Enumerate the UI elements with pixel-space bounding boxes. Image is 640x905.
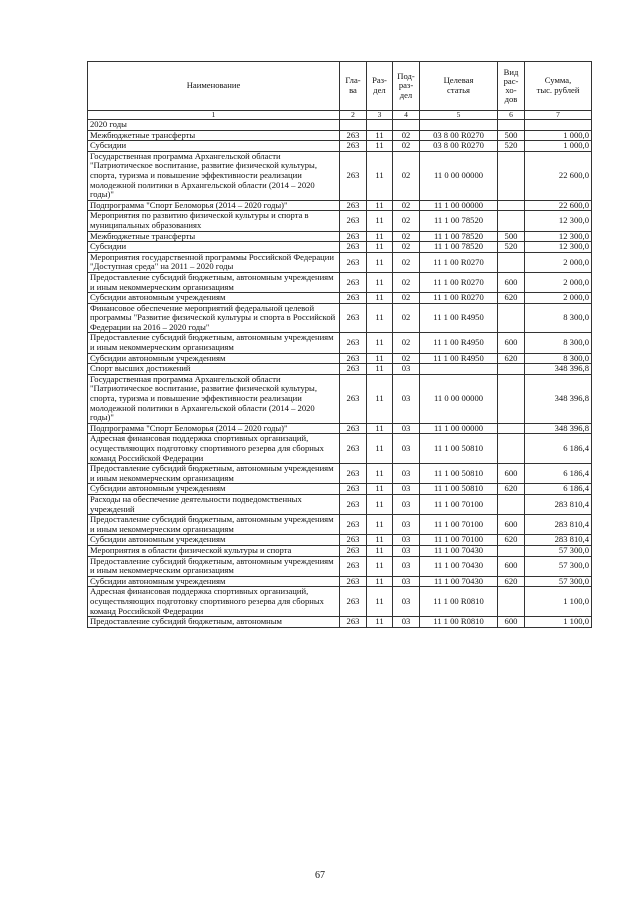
table-row xyxy=(88,434,592,464)
row-razdel: 11 xyxy=(367,587,393,617)
row-glava: 263 xyxy=(340,130,367,141)
row-glava: 263 xyxy=(340,141,367,152)
row-glava: 263 xyxy=(340,293,367,304)
row-statya: 11 1 00 R4950 xyxy=(420,303,498,333)
row-vid: 600 xyxy=(498,464,525,484)
row-podrazdel: 03 xyxy=(393,535,420,546)
row-vid: 600 xyxy=(498,333,525,353)
row-statya: 11 1 00 70100 xyxy=(420,535,498,546)
row-statya: 11 1 00 00000 xyxy=(420,200,498,211)
row-podrazdel: 02 xyxy=(393,151,420,200)
row-name: Спорт высших достижений xyxy=(88,364,340,375)
row-razdel: 11 xyxy=(367,293,393,304)
row-statya: 11 1 00 70430 xyxy=(420,576,498,587)
row-summa: 6 186,4 xyxy=(525,484,592,495)
table-row xyxy=(88,151,592,200)
row-vid: 600 xyxy=(498,556,525,576)
header-glava: Гла- ва xyxy=(340,62,367,111)
header-podrazdel: Под- раз- дел xyxy=(393,62,420,111)
col-number: 5 xyxy=(420,111,498,120)
row-summa: 8 300,0 xyxy=(525,353,592,364)
row-summa: 8 300,0 xyxy=(525,303,592,333)
row-podrazdel: 03 xyxy=(393,617,420,628)
row-razdel: 11 xyxy=(367,130,393,141)
budget-table xyxy=(87,61,592,628)
row-podrazdel: 02 xyxy=(393,141,420,152)
row-razdel: 11 xyxy=(367,576,393,587)
row-razdel: 11 xyxy=(367,364,393,375)
table-row xyxy=(88,484,592,495)
row-statya: 11 1 00 R4950 xyxy=(420,353,498,364)
row-summa: 283 810,4 xyxy=(525,494,592,514)
row-name: Межбюджетные трансферты xyxy=(88,231,340,242)
table-row xyxy=(88,423,592,434)
row-name: Субсидии xyxy=(88,141,340,152)
row-glava: 263 xyxy=(340,211,367,231)
row-statya: 11 0 00 00000 xyxy=(420,374,498,423)
table-row xyxy=(88,374,592,423)
row-glava: 263 xyxy=(340,303,367,333)
header-statya: Целевая статья xyxy=(420,62,498,111)
row-podrazdel: 03 xyxy=(393,364,420,375)
row-vid: 600 xyxy=(498,515,525,535)
row-glava: 263 xyxy=(340,272,367,292)
row-razdel: 11 xyxy=(367,333,393,353)
col-number: 1 xyxy=(88,111,340,120)
row-summa: 8 300,0 xyxy=(525,333,592,353)
row-vid xyxy=(498,494,525,514)
row-summa: 2 000,0 xyxy=(525,293,592,304)
row-podrazdel: 02 xyxy=(393,211,420,231)
row-statya: 11 1 00 R0270 xyxy=(420,293,498,304)
row-summa: 22 600,0 xyxy=(525,151,592,200)
row-name: Межбюджетные трансферты xyxy=(88,130,340,141)
row-glava: 263 xyxy=(340,556,367,576)
row-statya: 11 1 00 70430 xyxy=(420,556,498,576)
table-row xyxy=(88,364,592,375)
row-razdel: 11 xyxy=(367,464,393,484)
row-podrazdel: 02 xyxy=(393,333,420,353)
row-name: Предоставление субсидий бюджетным, автономным учреждениям и иным некоммерческим организациям xyxy=(88,515,340,535)
row-name: Мероприятия по развитию физической культуры и спорта в муниципальных образованиях xyxy=(88,211,340,231)
row-statya: 11 1 00 50810 xyxy=(420,434,498,464)
row-razdel: 11 xyxy=(367,211,393,231)
row-name: Субсидии автономным учреждениям xyxy=(88,293,340,304)
row-statya: 11 0 00 00000 xyxy=(420,151,498,200)
row-vid xyxy=(498,364,525,375)
table-row xyxy=(88,353,592,364)
row-vid xyxy=(498,374,525,423)
row-name: Адресная финансовая поддержка спортивных организаций, осуществляющих подготовку спортивного резерва для сборных команд Российской Федерации xyxy=(88,587,340,617)
row-summa: 1 100,0 xyxy=(525,587,592,617)
row-vid xyxy=(498,211,525,231)
col-number: 6 xyxy=(498,111,525,120)
row-razdel: 11 xyxy=(367,484,393,495)
table-body xyxy=(88,120,592,628)
row-vid: 620 xyxy=(498,293,525,304)
row-summa: 22 600,0 xyxy=(525,200,592,211)
row-summa: 12 300,0 xyxy=(525,231,592,242)
row-summa: 1 000,0 xyxy=(525,130,592,141)
row-glava: 263 xyxy=(340,545,367,556)
row-vid xyxy=(498,151,525,200)
row-summa: 348 396,8 xyxy=(525,364,592,375)
row-glava: 263 xyxy=(340,200,367,211)
row-podrazdel: 03 xyxy=(393,374,420,423)
row-name: Субсидии автономным учреждениям xyxy=(88,576,340,587)
row-podrazdel: 02 xyxy=(393,353,420,364)
row-statya: 11 1 00 78520 xyxy=(420,231,498,242)
row-glava: 263 xyxy=(340,252,367,272)
row-vid: 620 xyxy=(498,535,525,546)
row-summa: 6 186,4 xyxy=(525,464,592,484)
table-row xyxy=(88,617,592,628)
row-vid xyxy=(498,252,525,272)
row-glava: 263 xyxy=(340,242,367,253)
header-summa: Сумма, тыс. рублей xyxy=(525,62,592,111)
year-label: 2020 годы xyxy=(88,120,340,131)
row-statya: 11 1 00 50810 xyxy=(420,464,498,484)
row-razdel: 11 xyxy=(367,231,393,242)
row-statya: 11 1 00 78520 xyxy=(420,211,498,231)
row-vid: 620 xyxy=(498,353,525,364)
row-summa: 1 100,0 xyxy=(525,617,592,628)
row-razdel: 11 xyxy=(367,545,393,556)
row-statya: 03 8 00 R0270 xyxy=(420,130,498,141)
row-podrazdel: 03 xyxy=(393,464,420,484)
row-vid: 600 xyxy=(498,272,525,292)
row-podrazdel: 02 xyxy=(393,231,420,242)
row-statya: 11 1 00 50810 xyxy=(420,484,498,495)
row-name: Субсидии xyxy=(88,242,340,253)
table-row xyxy=(88,545,592,556)
row-glava: 263 xyxy=(340,535,367,546)
row-name: Предоставление субсидий бюджетным, автономным учреждениям и иным некоммерческим организациям xyxy=(88,333,340,353)
row-glava: 263 xyxy=(340,515,367,535)
header-name: Наименование xyxy=(88,62,340,111)
row-razdel: 11 xyxy=(367,272,393,292)
row-summa: 6 186,4 xyxy=(525,434,592,464)
table-row xyxy=(88,464,592,484)
row-razdel: 11 xyxy=(367,374,393,423)
row-glava: 263 xyxy=(340,587,367,617)
row-name: Предоставление субсидий бюджетным, автономным учреждениям и иным некоммерческим организациям xyxy=(88,464,340,484)
row-razdel: 11 xyxy=(367,617,393,628)
table-row xyxy=(88,293,592,304)
row-podrazdel: 02 xyxy=(393,200,420,211)
row-statya: 11 1 00 R0810 xyxy=(420,617,498,628)
row-podrazdel: 03 xyxy=(393,545,420,556)
row-razdel: 11 xyxy=(367,556,393,576)
row-statya: 11 1 00 70100 xyxy=(420,515,498,535)
row-razdel: 11 xyxy=(367,252,393,272)
row-name: Расходы на обеспечение деятельности подведомственных учреждений xyxy=(88,494,340,514)
row-statya: 11 1 00 78520 xyxy=(420,242,498,253)
row-name: Мероприятия в области физической культуры и спорта xyxy=(88,545,340,556)
row-summa: 12 300,0 xyxy=(525,242,592,253)
row-summa: 348 396,8 xyxy=(525,374,592,423)
table-row xyxy=(88,211,592,231)
row-statya xyxy=(420,364,498,375)
row-podrazdel: 02 xyxy=(393,242,420,253)
row-name: Субсидии автономным учреждениям xyxy=(88,535,340,546)
row-statya: 11 1 00 70100 xyxy=(420,494,498,514)
row-glava: 263 xyxy=(340,617,367,628)
row-statya: 11 1 00 70430 xyxy=(420,545,498,556)
row-vid: 600 xyxy=(498,617,525,628)
row-razdel: 11 xyxy=(367,303,393,333)
row-name: Государственная программа Архангельской области "Патриотическое воспитание, развитие физической культуры, спорта, туризма и повышение эффективности реализации молодежной политики в Архангельской области (2014 – 2020 годы)" xyxy=(88,374,340,423)
row-name: Субсидии автономным учреждениям xyxy=(88,353,340,364)
row-razdel: 11 xyxy=(367,242,393,253)
table-row xyxy=(88,130,592,141)
row-summa: 57 300,0 xyxy=(525,545,592,556)
row-podrazdel: 03 xyxy=(393,587,420,617)
row-podrazdel: 03 xyxy=(393,556,420,576)
table-row xyxy=(88,252,592,272)
row-summa: 12 300,0 xyxy=(525,211,592,231)
row-summa: 348 396,8 xyxy=(525,423,592,434)
row-glava: 263 xyxy=(340,333,367,353)
column-number-row xyxy=(88,111,592,120)
row-statya: 11 1 00 R0810 xyxy=(420,587,498,617)
row-statya: 11 1 00 00000 xyxy=(420,423,498,434)
table-row xyxy=(88,272,592,292)
row-glava: 263 xyxy=(340,484,367,495)
page-number: 67 xyxy=(315,870,325,881)
row-vid: 520 xyxy=(498,242,525,253)
row-statya: 03 8 00 R0270 xyxy=(420,141,498,152)
row-glava: 263 xyxy=(340,464,367,484)
row-vid xyxy=(498,434,525,464)
col-number: 4 xyxy=(393,111,420,120)
table-row xyxy=(88,333,592,353)
row-summa: 2 000,0 xyxy=(525,252,592,272)
row-razdel: 11 xyxy=(367,353,393,364)
row-name: Мероприятия государственной программы Российской Федерации "Доступная среда" на 2011 – 2020 годы xyxy=(88,252,340,272)
row-vid xyxy=(498,587,525,617)
col-number: 3 xyxy=(367,111,393,120)
row-glava: 263 xyxy=(340,374,367,423)
row-podrazdel: 03 xyxy=(393,576,420,587)
row-statya: 11 1 00 R0270 xyxy=(420,252,498,272)
header-razdel: Раз- дел xyxy=(367,62,393,111)
table-row xyxy=(88,303,592,333)
table-row xyxy=(88,556,592,576)
row-name: Предоставление субсидий бюджетным, автономным учреждениям и иным некоммерческим организациям xyxy=(88,272,340,292)
row-podrazdel: 03 xyxy=(393,423,420,434)
row-glava: 263 xyxy=(340,434,367,464)
row-vid xyxy=(498,423,525,434)
row-podrazdel: 03 xyxy=(393,484,420,495)
row-razdel: 11 xyxy=(367,434,393,464)
table-row xyxy=(88,515,592,535)
row-glava: 263 xyxy=(340,576,367,587)
row-podrazdel: 02 xyxy=(393,272,420,292)
row-razdel: 11 xyxy=(367,141,393,152)
row-glava: 263 xyxy=(340,423,367,434)
row-name: Адресная финансовая поддержка спортивных организаций, осуществляющих подготовку спортивного резерва для сборных команд Российской Федерации xyxy=(88,434,340,464)
table-row xyxy=(88,494,592,514)
row-vid xyxy=(498,545,525,556)
header-vid: Вид рас- хо- дов xyxy=(498,62,525,111)
row-podrazdel: 03 xyxy=(393,494,420,514)
row-glava: 263 xyxy=(340,231,367,242)
row-podrazdel: 02 xyxy=(393,293,420,304)
row-name: Предоставление субсидий бюджетным, автономным учреждениям и иным некоммерческим организациям xyxy=(88,556,340,576)
row-statya: 11 1 00 R4950 xyxy=(420,333,498,353)
row-razdel: 11 xyxy=(367,515,393,535)
row-summa: 283 810,4 xyxy=(525,515,592,535)
table-row xyxy=(88,231,592,242)
table-row xyxy=(88,242,592,253)
table-row xyxy=(88,576,592,587)
row-summa: 57 300,0 xyxy=(525,556,592,576)
row-summa: 57 300,0 xyxy=(525,576,592,587)
header-row xyxy=(88,62,592,111)
row-podrazdel: 02 xyxy=(393,130,420,141)
row-razdel: 11 xyxy=(367,535,393,546)
row-razdel: 11 xyxy=(367,200,393,211)
row-vid: 500 xyxy=(498,231,525,242)
year-row xyxy=(88,120,592,131)
row-summa: 1 000,0 xyxy=(525,141,592,152)
row-glava: 263 xyxy=(340,151,367,200)
row-glava: 263 xyxy=(340,353,367,364)
row-podrazdel: 02 xyxy=(393,252,420,272)
col-number: 2 xyxy=(340,111,367,120)
row-glava: 263 xyxy=(340,364,367,375)
row-summa: 2 000,0 xyxy=(525,272,592,292)
table-row xyxy=(88,587,592,617)
row-razdel: 11 xyxy=(367,151,393,200)
row-vid xyxy=(498,303,525,333)
row-podrazdel: 03 xyxy=(393,434,420,464)
row-vid: 620 xyxy=(498,484,525,495)
row-name: Государственная программа Архангельской области "Патриотическое воспитание, развитие физической культуры, спорта, туризма и повышение эффективности реализации молодежной политики в Архангельской области (2014 – 2020 годы)" xyxy=(88,151,340,200)
table-row xyxy=(88,535,592,546)
row-name: Финансовое обеспечение мероприятий федеральной целевой программы "Развитие физической культуры и спорта в Российской Федерации на 2016 – 2020 годы" xyxy=(88,303,340,333)
row-razdel: 11 xyxy=(367,494,393,514)
row-name: Подпрограмма "Спорт Беломорья (2014 – 2020 годы)" xyxy=(88,200,340,211)
row-podrazdel: 03 xyxy=(393,515,420,535)
row-vid: 520 xyxy=(498,141,525,152)
row-name: Субсидии автономным учреждениям xyxy=(88,484,340,495)
row-statya: 11 1 00 R0270 xyxy=(420,272,498,292)
row-vid: 500 xyxy=(498,130,525,141)
table-row xyxy=(88,200,592,211)
col-number: 7 xyxy=(525,111,592,120)
row-name: Подпрограмма "Спорт Беломорья (2014 – 2020 годы)" xyxy=(88,423,340,434)
row-razdel: 11 xyxy=(367,423,393,434)
row-summa: 283 810,4 xyxy=(525,535,592,546)
row-vid xyxy=(498,200,525,211)
row-name: Предоставление субсидий бюджетным, автономным xyxy=(88,617,340,628)
row-podrazdel: 02 xyxy=(393,303,420,333)
row-vid: 620 xyxy=(498,576,525,587)
row-glava: 263 xyxy=(340,494,367,514)
table-row xyxy=(88,141,592,152)
